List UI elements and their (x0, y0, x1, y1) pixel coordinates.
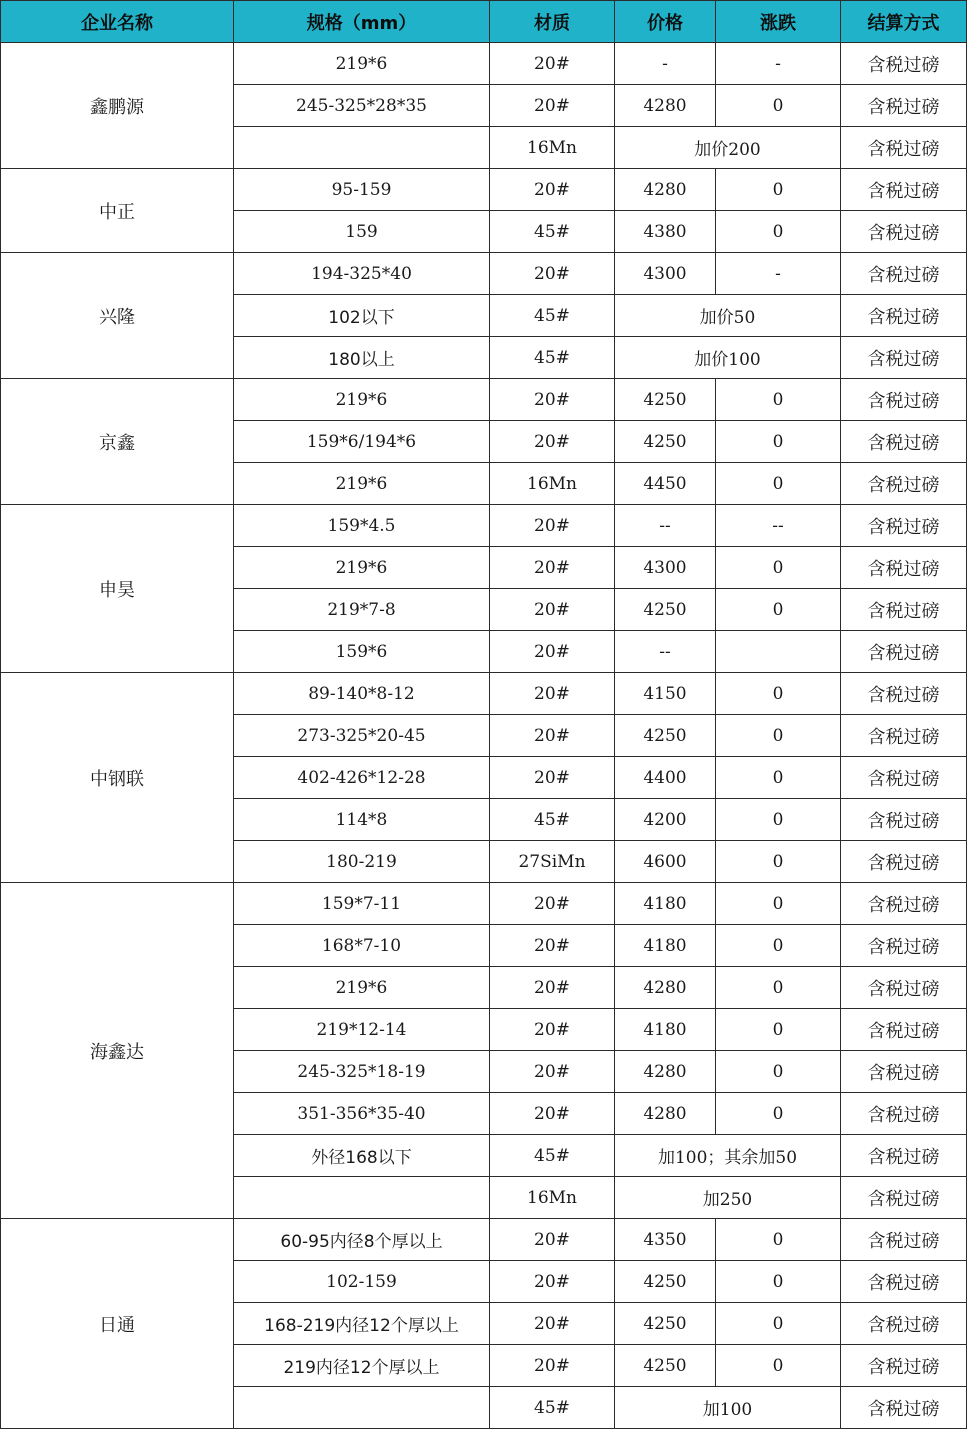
price-cell: -- (615, 505, 716, 547)
price-cell: 4280 (615, 85, 716, 127)
settlement-cell: 含税过磅 (841, 505, 967, 547)
change-cell: 0 (716, 1261, 841, 1303)
material-cell: 20# (490, 1009, 615, 1051)
price-adjustment-cell: 加250 (615, 1177, 841, 1219)
change-cell: 0 (716, 841, 841, 883)
change-cell: 0 (716, 589, 841, 631)
price-cell: 4450 (615, 463, 716, 505)
change-cell: 0 (716, 883, 841, 925)
change-cell: 0 (716, 85, 841, 127)
spec-cell: 168-219内径12个厚以上 (234, 1303, 490, 1345)
material-cell: 20# (490, 253, 615, 295)
price-cell: 4250 (615, 1345, 716, 1387)
change-cell: -- (716, 505, 841, 547)
settlement-cell: 含税过磅 (841, 1135, 967, 1177)
price-cell: 4300 (615, 253, 716, 295)
spec-cell: 219内径12个厚以上 (234, 1345, 490, 1387)
material-cell: 20# (490, 1219, 615, 1261)
settlement-cell: 含税过磅 (841, 925, 967, 967)
table-row (1, 883, 967, 925)
header-row (1, 1, 967, 43)
price-cell: 4180 (615, 1009, 716, 1051)
settlement-cell: 含税过磅 (841, 589, 967, 631)
settlement-cell: 含税过磅 (841, 1009, 967, 1051)
material-cell: 45# (490, 1135, 615, 1177)
spec-cell: 219*6 (234, 967, 490, 1009)
settlement-cell: 含税过磅 (841, 43, 967, 85)
price-cell: 4280 (615, 1093, 716, 1135)
spec-cell: 219*6 (234, 43, 490, 85)
table-row (1, 253, 967, 295)
material-cell: 20# (490, 589, 615, 631)
material-cell: 45# (490, 295, 615, 337)
table-row (1, 673, 967, 715)
table-row (1, 379, 967, 421)
price-cell: 4250 (615, 1303, 716, 1345)
price-cell: 4200 (615, 799, 716, 841)
settlement-cell: 含税过磅 (841, 1177, 967, 1219)
spec-cell (234, 1387, 490, 1429)
spec-cell: 194-325*40 (234, 253, 490, 295)
price-cell: 4350 (615, 1219, 716, 1261)
change-cell: 0 (716, 1009, 841, 1051)
spec-cell: 89-140*8-12 (234, 673, 490, 715)
spec-cell: 219*12-14 (234, 1009, 490, 1051)
price-cell: 4250 (615, 1261, 716, 1303)
material-cell: 20# (490, 547, 615, 589)
header-settlement: 结算方式 (841, 1, 967, 43)
settlement-cell: 含税过磅 (841, 1387, 967, 1429)
material-cell: 20# (490, 925, 615, 967)
spec-cell: 219*6 (234, 379, 490, 421)
material-cell: 20# (490, 1093, 615, 1135)
material-cell: 27SiMn (490, 841, 615, 883)
change-cell (716, 631, 841, 673)
change-cell: 0 (716, 1093, 841, 1135)
price-cell: 4250 (615, 421, 716, 463)
table-header (1, 1, 967, 43)
spec-cell: 159 (234, 211, 490, 253)
material-cell: 20# (490, 421, 615, 463)
change-cell: 0 (716, 967, 841, 1009)
company-cell: 日通 (1, 1219, 234, 1429)
spec-cell: 102-159 (234, 1261, 490, 1303)
material-cell: 20# (490, 85, 615, 127)
price-cell: 4250 (615, 589, 716, 631)
price-cell: 4280 (615, 169, 716, 211)
settlement-cell: 含税过磅 (841, 337, 967, 379)
spec-cell: 273-325*20-45 (234, 715, 490, 757)
price-adjustment-cell: 加价200 (615, 127, 841, 169)
price-adjustment-cell: 加100 (615, 1387, 841, 1429)
header-change: 涨跌 (716, 1, 841, 43)
material-cell: 20# (490, 43, 615, 85)
settlement-cell: 含税过磅 (841, 967, 967, 1009)
table-row (1, 505, 967, 547)
change-cell: 0 (716, 463, 841, 505)
price-cell: - (615, 43, 716, 85)
price-cell: 4180 (615, 883, 716, 925)
spec-cell: 402-426*12-28 (234, 757, 490, 799)
settlement-cell: 含税过磅 (841, 421, 967, 463)
price-cell: 4280 (615, 1051, 716, 1093)
spec-cell (234, 127, 490, 169)
settlement-cell: 含税过磅 (841, 547, 967, 589)
change-cell: 0 (716, 757, 841, 799)
change-cell: 0 (716, 1051, 841, 1093)
header-price: 价格 (615, 1, 716, 43)
spec-cell: 159*6 (234, 631, 490, 673)
material-cell: 20# (490, 883, 615, 925)
change-cell: 0 (716, 925, 841, 967)
material-cell: 20# (490, 967, 615, 1009)
material-cell: 20# (490, 379, 615, 421)
material-cell: 20# (490, 169, 615, 211)
change-cell: - (716, 253, 841, 295)
settlement-cell: 含税过磅 (841, 883, 967, 925)
header-material: 材质 (490, 1, 615, 43)
settlement-cell: 含税过磅 (841, 1051, 967, 1093)
settlement-cell: 含税过磅 (841, 253, 967, 295)
price-cell: 4280 (615, 967, 716, 1009)
settlement-cell: 含税过磅 (841, 715, 967, 757)
settlement-cell: 含税过磅 (841, 841, 967, 883)
settlement-cell: 含税过磅 (841, 1261, 967, 1303)
material-cell: 20# (490, 757, 615, 799)
company-cell: 鑫鹏源 (1, 43, 234, 169)
company-cell: 兴隆 (1, 253, 234, 379)
change-cell: 0 (716, 421, 841, 463)
price-cell: 4600 (615, 841, 716, 883)
spec-cell: 219*7-8 (234, 589, 490, 631)
table-row (1, 169, 967, 211)
spec-cell: 60-95内径8个厚以上 (234, 1219, 490, 1261)
material-cell: 20# (490, 673, 615, 715)
settlement-cell: 含税过磅 (841, 1345, 967, 1387)
settlement-cell: 含税过磅 (841, 127, 967, 169)
settlement-cell: 含税过磅 (841, 799, 967, 841)
material-cell: 16Mn (490, 463, 615, 505)
settlement-cell: 含税过磅 (841, 211, 967, 253)
settlement-cell: 含税过磅 (841, 169, 967, 211)
spec-cell: 102以下 (234, 295, 490, 337)
material-cell: 20# (490, 1345, 615, 1387)
settlement-cell: 含税过磅 (841, 379, 967, 421)
header-company: 企业名称 (1, 1, 234, 43)
spec-cell: 245-325*28*35 (234, 85, 490, 127)
settlement-cell: 含税过磅 (841, 673, 967, 715)
settlement-cell: 含税过磅 (841, 463, 967, 505)
material-cell: 20# (490, 631, 615, 673)
price-cell: 4250 (615, 379, 716, 421)
company-cell: 中钢联 (1, 673, 234, 883)
table-row (1, 1219, 967, 1261)
price-cell: 4400 (615, 757, 716, 799)
spec-cell: 168*7-10 (234, 925, 490, 967)
company-cell: 京鑫 (1, 379, 234, 505)
company-cell: 中正 (1, 169, 234, 253)
change-cell: 0 (716, 379, 841, 421)
company-cell: 申昊 (1, 505, 234, 673)
price-cell: -- (615, 631, 716, 673)
material-cell: 16Mn (490, 1177, 615, 1219)
price-adjustment-cell: 加价100 (615, 337, 841, 379)
spec-cell: 159*7-11 (234, 883, 490, 925)
price-cell: 4300 (615, 547, 716, 589)
material-cell: 20# (490, 1051, 615, 1093)
change-cell: - (716, 43, 841, 85)
change-cell: 0 (716, 673, 841, 715)
spec-cell: 159*4.5 (234, 505, 490, 547)
table-body (1, 43, 967, 1429)
settlement-cell: 含税过磅 (841, 1093, 967, 1135)
spec-cell (234, 1177, 490, 1219)
spec-cell: 180-219 (234, 841, 490, 883)
spec-cell: 95-159 (234, 169, 490, 211)
material-cell: 16Mn (490, 127, 615, 169)
table-row (1, 43, 967, 85)
material-cell: 20# (490, 1261, 615, 1303)
change-cell: 0 (716, 1219, 841, 1261)
material-cell: 20# (490, 715, 615, 757)
price-cell: 4250 (615, 715, 716, 757)
change-cell: 0 (716, 169, 841, 211)
settlement-cell: 含税过磅 (841, 85, 967, 127)
material-cell: 45# (490, 211, 615, 253)
change-cell: 0 (716, 715, 841, 757)
change-cell: 0 (716, 547, 841, 589)
material-cell: 20# (490, 505, 615, 547)
spec-cell: 351-356*35-40 (234, 1093, 490, 1135)
change-cell: 0 (716, 211, 841, 253)
settlement-cell: 含税过磅 (841, 1303, 967, 1345)
material-cell: 45# (490, 1387, 615, 1429)
settlement-cell: 含税过磅 (841, 1219, 967, 1261)
material-cell: 45# (490, 337, 615, 379)
material-cell: 20# (490, 1303, 615, 1345)
settlement-cell: 含税过磅 (841, 631, 967, 673)
change-cell: 0 (716, 1303, 841, 1345)
spec-cell: 219*6 (234, 547, 490, 589)
spec-cell: 114*8 (234, 799, 490, 841)
price-adjustment-cell: 加100；其余加50 (615, 1135, 841, 1177)
material-cell: 45# (490, 799, 615, 841)
spec-cell: 219*6 (234, 463, 490, 505)
price-cell: 4150 (615, 673, 716, 715)
price-cell: 4180 (615, 925, 716, 967)
header-spec: 规格（mm） (234, 1, 490, 43)
settlement-cell: 含税过磅 (841, 295, 967, 337)
spec-cell: 180以上 (234, 337, 490, 379)
spec-cell: 245-325*18-19 (234, 1051, 490, 1093)
price-cell: 4380 (615, 211, 716, 253)
company-cell: 海鑫达 (1, 883, 234, 1219)
spec-cell: 159*6/194*6 (234, 421, 490, 463)
change-cell: 0 (716, 1345, 841, 1387)
settlement-cell: 含税过磅 (841, 757, 967, 799)
change-cell: 0 (716, 799, 841, 841)
spec-cell: 外径168以下 (234, 1135, 490, 1177)
price-adjustment-cell: 加价50 (615, 295, 841, 337)
